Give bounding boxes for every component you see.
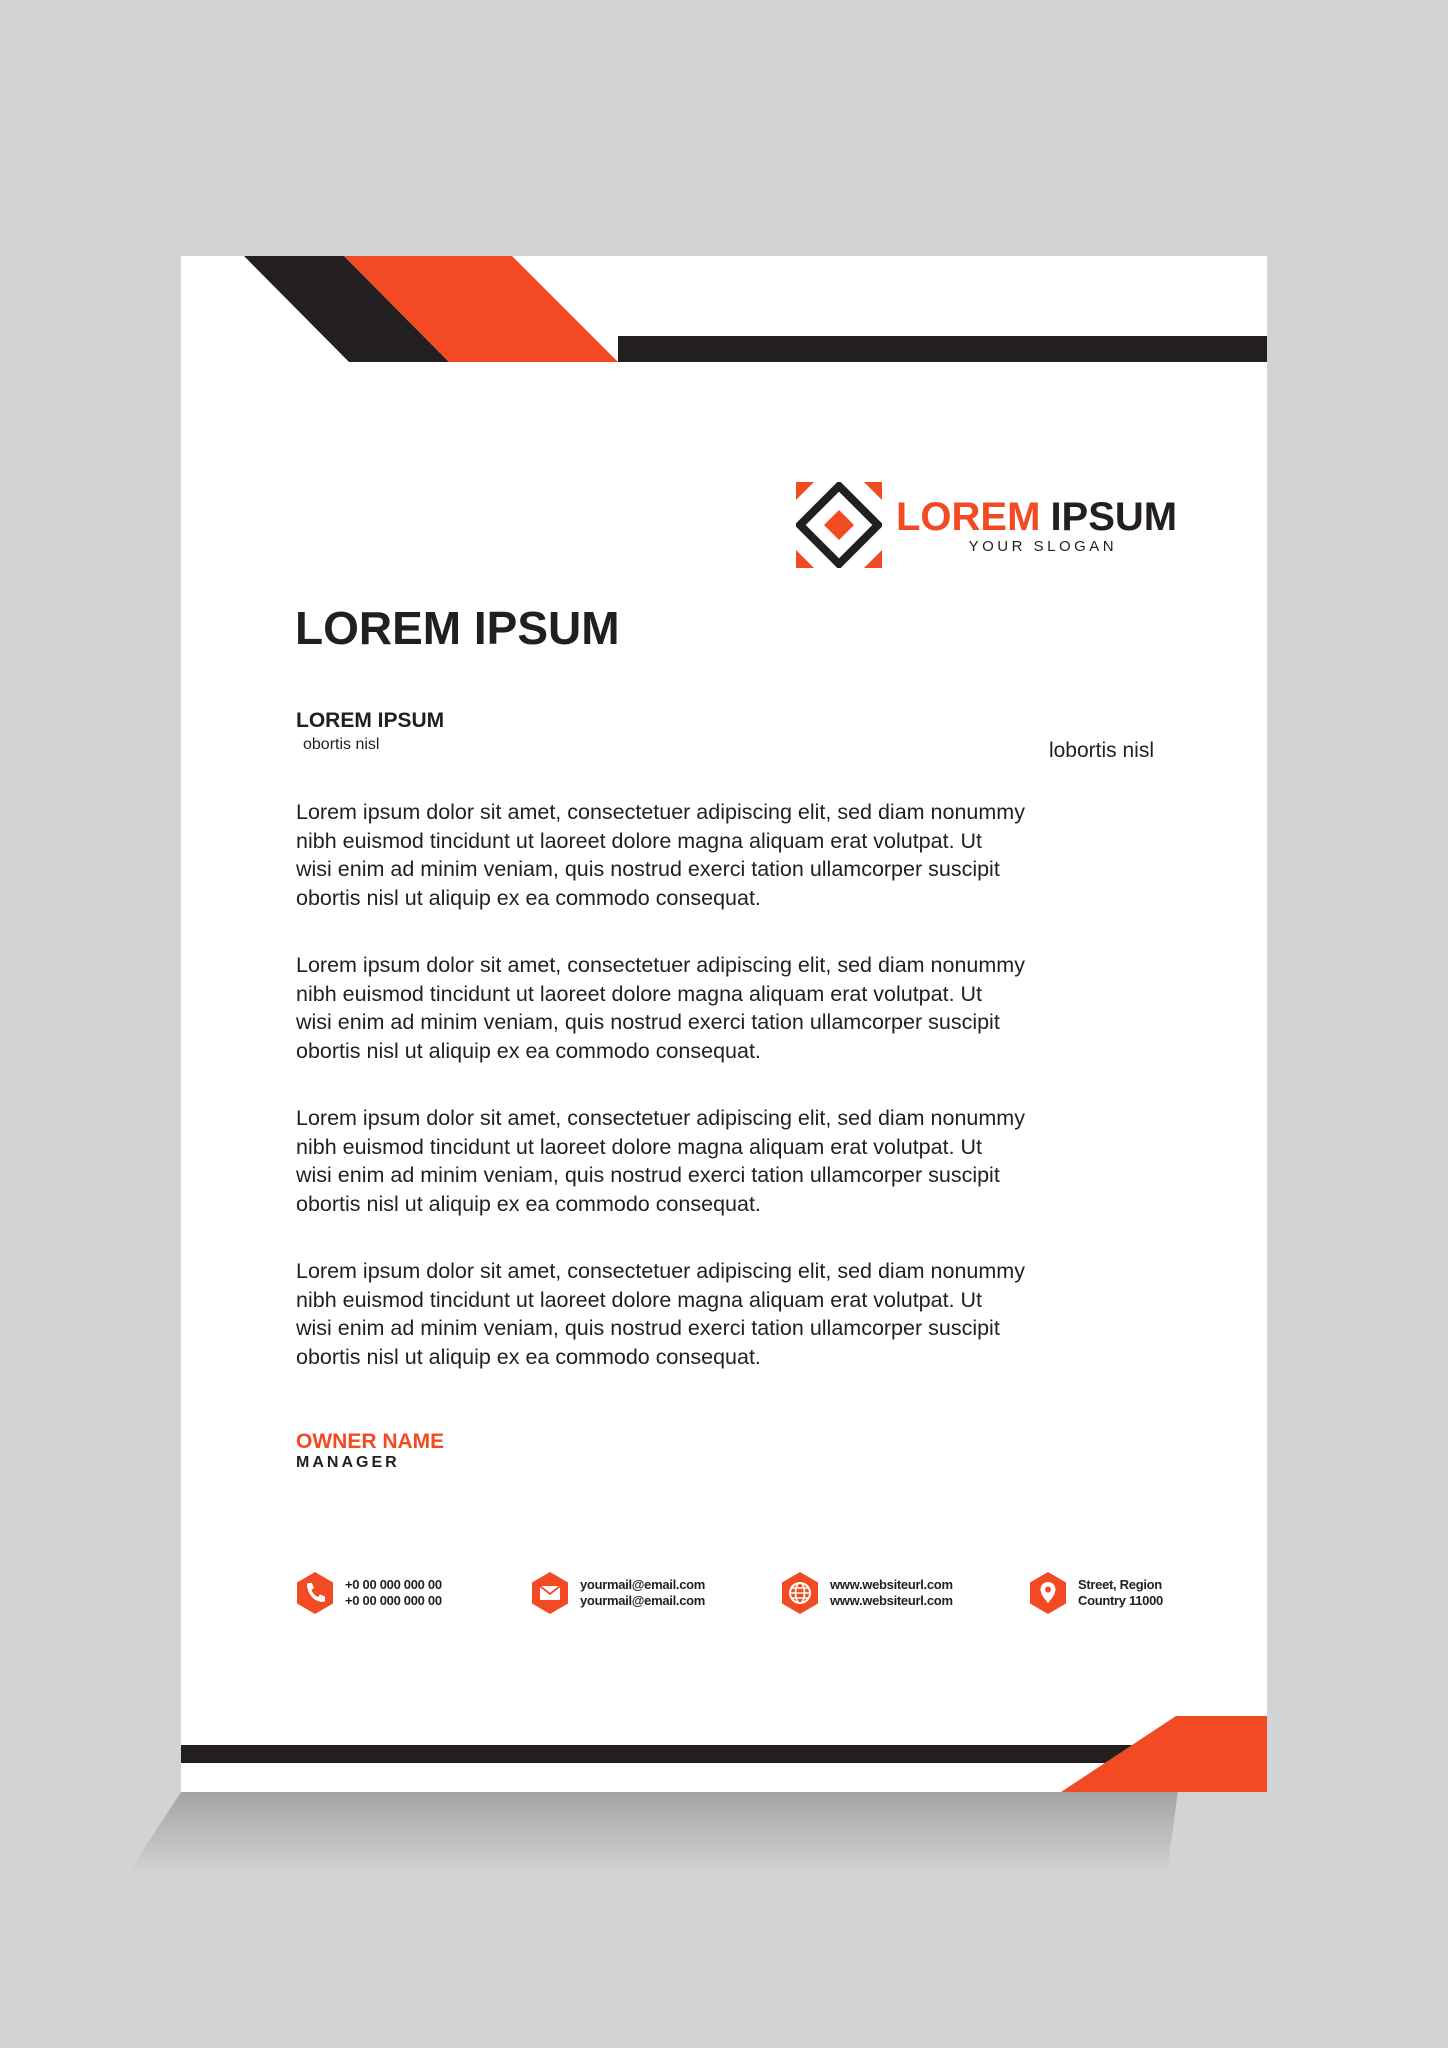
location-pin-icon bbox=[1028, 1571, 1068, 1615]
owner-name: OWNER NAME bbox=[296, 1430, 445, 1453]
owner-title: MANAGER bbox=[296, 1454, 400, 1471]
company-name: LOREM IPSUM bbox=[896, 494, 1178, 539]
email-line-2: yourmail@email.com bbox=[580, 1593, 706, 1608]
header-dark-bar bbox=[618, 336, 1267, 362]
phone-icon bbox=[295, 1571, 335, 1615]
diamond-frame-icon bbox=[796, 482, 882, 568]
letterhead-page bbox=[181, 256, 1267, 1792]
recipient-name: LOREM IPSUM bbox=[296, 709, 445, 732]
website-line-2: www.websiteurl.com bbox=[830, 1593, 953, 1608]
envelope-icon bbox=[530, 1571, 570, 1615]
company-logo bbox=[796, 482, 1177, 568]
phone-line-2: +0 00 000 000 00 bbox=[345, 1593, 442, 1608]
recipient-detail: obortis nisl bbox=[303, 736, 380, 753]
contact-website bbox=[780, 1571, 953, 1615]
website-line-1: www.websiteurl.com bbox=[830, 1577, 953, 1592]
address-line-2: Country 11000 bbox=[1078, 1593, 1163, 1608]
address-line-1: Street, Region bbox=[1078, 1577, 1162, 1592]
email-line-1: yourmail@email.com bbox=[580, 1577, 706, 1592]
body-paragraph: Lorem ipsum dolor sit amet, consectetuer adipiscing elit, sed diam nonummy nibh euismod tincidunt ut laoreet dolore magna aliquam erat volutpat. Ut wisi enim ad minim veniam, quis nostrud exerci tation ullamcorper suscipit obortis nisl ut aliquip ex ea commodo consequat. bbox=[296, 953, 1025, 1063]
date-text: lobortis nisl bbox=[1048, 739, 1154, 762]
header-decoration bbox=[181, 256, 1267, 366]
letter-body bbox=[296, 798, 1166, 1410]
phone-line-1: +0 00 000 000 00 bbox=[345, 1577, 442, 1592]
contact-email bbox=[530, 1571, 705, 1615]
contact-phone bbox=[295, 1571, 442, 1615]
globe-icon bbox=[780, 1571, 820, 1615]
body-paragraph: Lorem ipsum dolor sit amet, consectetuer adipiscing elit, sed diam nonummy nibh euismod tincidunt ut laoreet dolore magna aliquam erat volutpat. Ut wisi enim ad minim veniam, quis nostrud exerci tation ullamcorper suscipit obortis nisl ut aliquip ex ea commodo consequat. bbox=[296, 800, 1025, 910]
page-shadow bbox=[130, 1790, 1178, 1870]
contact-address bbox=[1028, 1571, 1163, 1615]
body-paragraph: Lorem ipsum dolor sit amet, consectetuer adipiscing elit, sed diam nonummy nibh euismod tincidunt ut laoreet dolore magna aliquam erat volutpat. Ut wisi enim ad minim veniam, quis nostrud exerci tation ullamcorper suscipit obortis nisl ut aliquip ex ea commodo consequat. bbox=[296, 1259, 1025, 1369]
document-title: LOREM IPSUM bbox=[295, 602, 620, 654]
body-paragraph: Lorem ipsum dolor sit amet, consectetuer adipiscing elit, sed diam nonummy nibh euismod tincidunt ut laoreet dolore magna aliquam erat volutpat. Ut wisi enim ad minim veniam, quis nostrud exerci tation ullamcorper suscipit obortis nisl ut aliquip ex ea commodo consequat. bbox=[296, 1106, 1025, 1216]
footer-dark-bar bbox=[181, 1745, 1141, 1763]
company-slogan: YOUR SLOGAN bbox=[968, 537, 1118, 555]
